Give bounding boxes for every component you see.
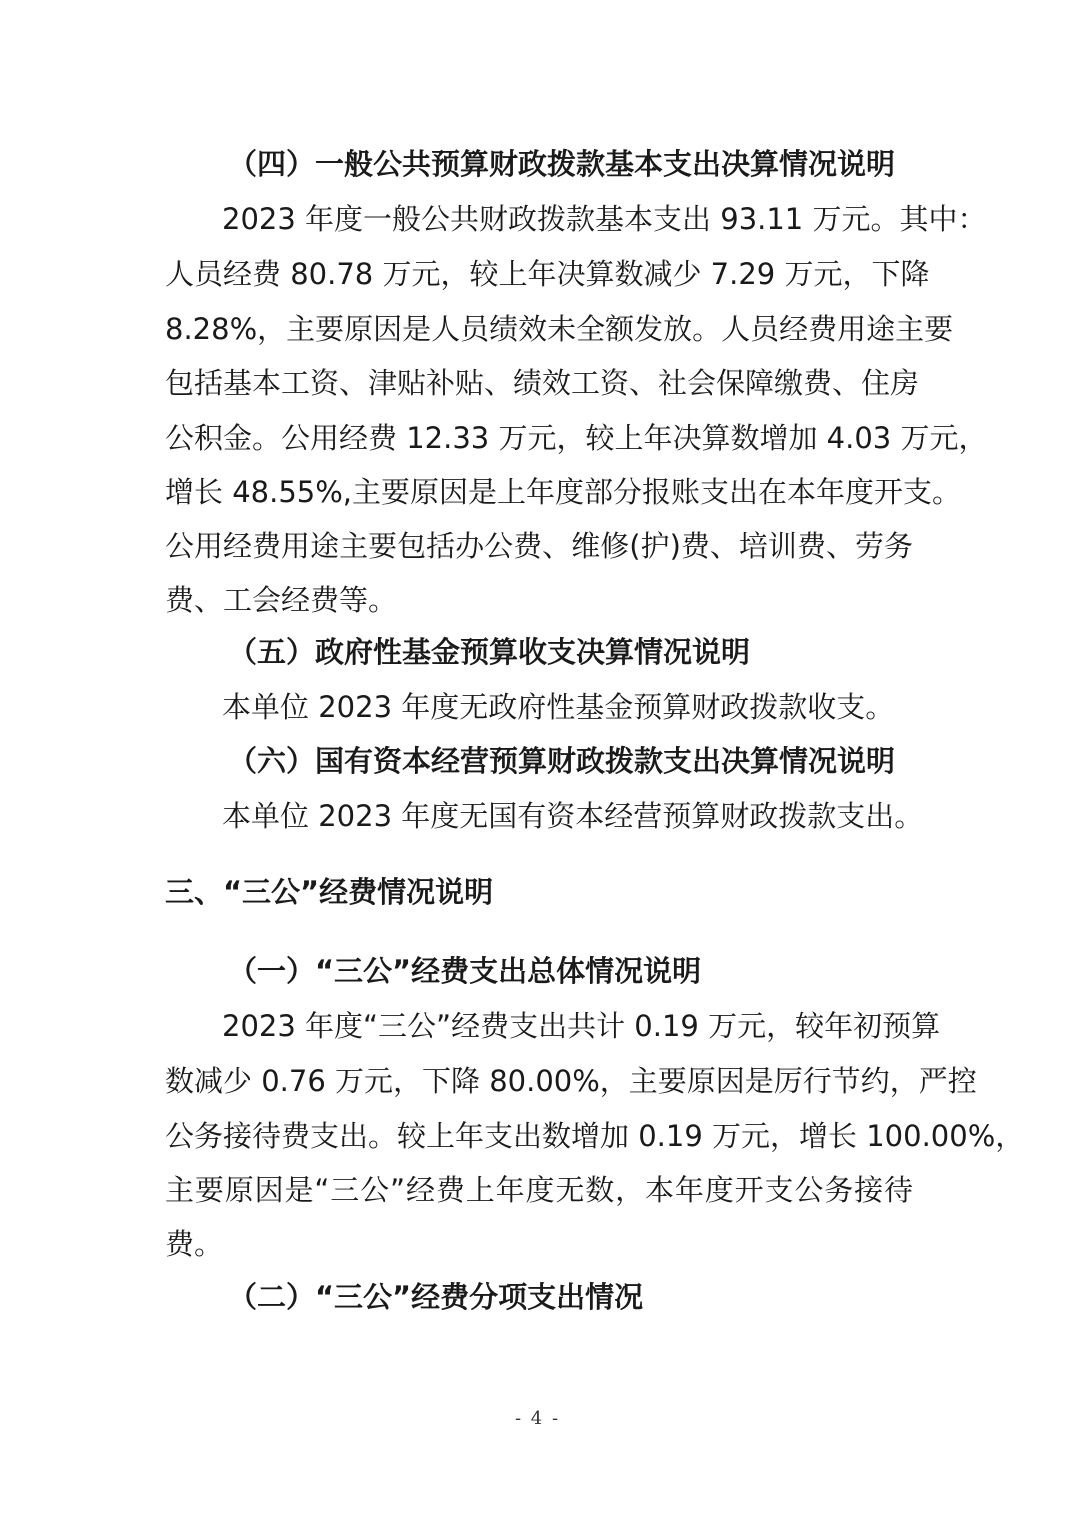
section-4-heading: （四）一般公共预算财政拨款基本支出决算情况说明 [228, 147, 896, 181]
section-5-text: 本单位 2023 年度无政府性基金预算财政拨款收支。 [222, 690, 895, 724]
sub-1-line-1: 2023 年度“三公”经费支出共计 0.19 万元，较年初预算 [222, 1009, 941, 1043]
section-5-heading: （五）政府性基金预算收支决算情况说明 [228, 635, 751, 669]
part-3-heading: 三、“三公”经费情况说明 [165, 875, 494, 909]
sub-1-line-4: 主要原因是“三公”经费上年度无数，本年度开支公务接待 [165, 1173, 913, 1207]
sub-1-line-5: 费。 [165, 1227, 224, 1261]
page-number: - 4 - [514, 1408, 561, 1429]
section-4-line-4: 包括基本工资、津贴补贴、绩效工资、社会保障缴费、住房 [165, 366, 920, 400]
sub-1-line-3: 公务接待费支出。较上年支出数增加 0.19 万元，增长 100.00%， [165, 1119, 1025, 1153]
sub-1-line-2: 数减少 0.76 万元，下降 80.00%，主要原因是厉行节约，严控 [165, 1064, 977, 1098]
sub-2-heading: （二）“三公”经费分项支出情况 [228, 1280, 644, 1314]
section-6-text: 本单位 2023 年度无国有资本经营预算财政拨款支出。 [222, 799, 924, 833]
section-4-line-6: 增长 48.55%,主要原因是上年度部分报账支出在本年度开支。 [165, 475, 962, 509]
section-4-line-8: 费、工会经费等。 [165, 583, 398, 617]
sub-1-heading: （一）“三公”经费支出总体情况说明 [228, 954, 702, 988]
section-4-line-7: 公用经费用途主要包括办公费、维修(护)费、培训费、劳务 [165, 529, 913, 563]
section-4-line-5: 公积金。公用经费 12.33 万元，较上年决算数增加 4.03 万元， [165, 421, 988, 455]
section-4-line-2: 人员经费 80.78 万元，较上年决算数减少 7.29 万元，下降 [165, 257, 930, 291]
section-4-line-3: 8.28%，主要原因是人员绩效未全额发放。人员经费用途主要 [165, 312, 954, 346]
section-6-heading: （六）国有资本经营预算财政拨款支出决算情况说明 [228, 744, 896, 778]
section-4-line-1: 2023 年度一般公共财政拨款基本支出 93.11 万元。其中： [222, 202, 987, 236]
